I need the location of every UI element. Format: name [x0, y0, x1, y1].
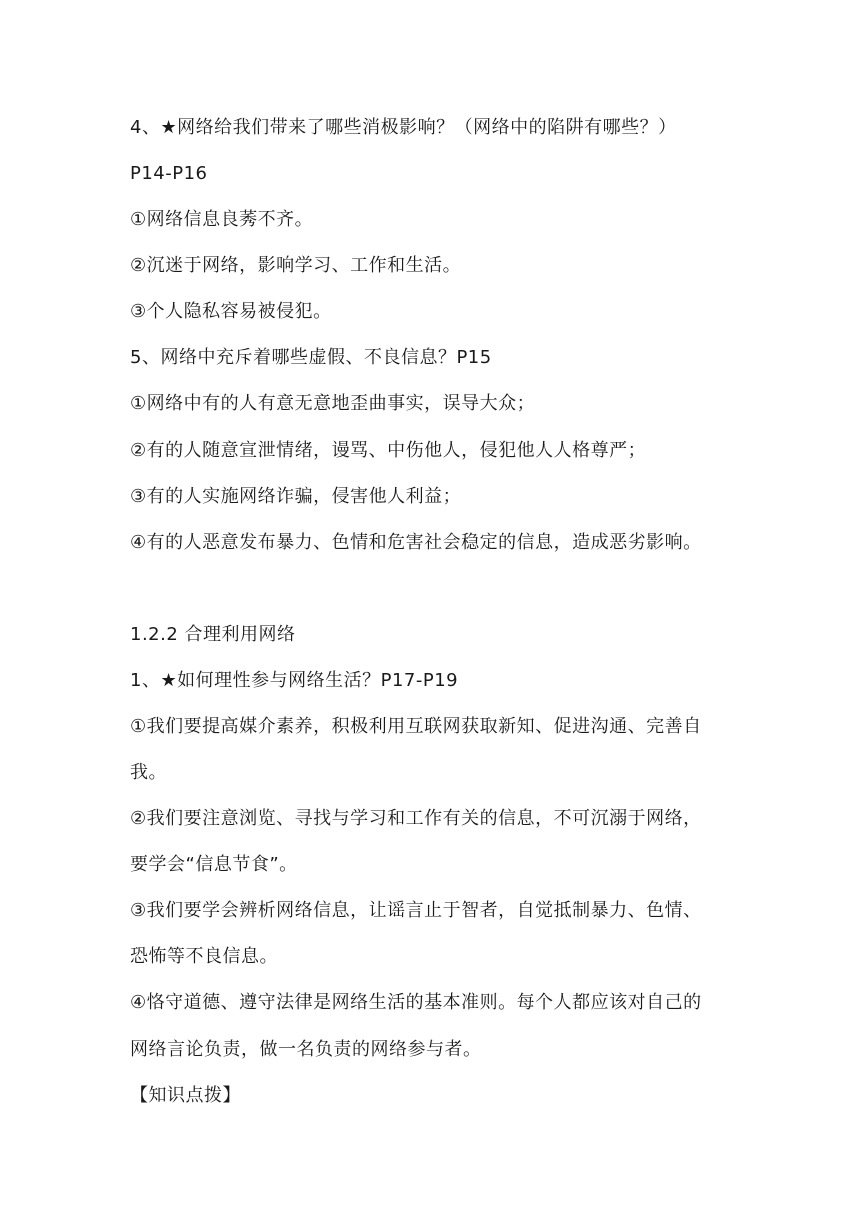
question-4-heading: 4、★网络给我们带来了哪些消极影响？（网络中的陷阱有哪些？）: [130, 117, 677, 138]
answer-1-item-3-cont: 恐怖等不良信息。: [130, 946, 278, 967]
answer-4-item-2: ②沉迷于网络，影响学习、工作和生活。: [130, 255, 462, 276]
section-heading: 1.2.2 合理利用网络: [130, 624, 296, 645]
answer-1-item-4-cont: 网络言论负责，做一名负责的网络参与者。: [130, 1039, 482, 1060]
answer-5-item-3: ③有的人实施网络诈骗，侵害他人利益；: [130, 486, 462, 507]
answer-1-item-2-cont: 要学会“信息节食”。: [130, 854, 298, 875]
answer-1-item-3: ③我们要学会辨析网络信息，让谣言止于智者，自觉抵制暴力、色情、: [130, 900, 702, 921]
answer-5-item-1: ①网络中有的人有意无意地歪曲事实，误导大众；: [130, 393, 536, 414]
answer-1-item-2: ②我们要注意浏览、寻找与学习和工作有关的信息，不可沉溺于网络，: [130, 808, 702, 829]
answer-5-item-2: ②有的人随意宣泄情绪，谩骂、中伤他人，侵犯他人人格尊严；: [130, 440, 647, 461]
answer-1-item-1: ①我们要提高媒介素养，积极利用互联网获取新知、促进沟通、完善自: [130, 716, 702, 737]
answer-1-item-1-cont: 我。: [130, 762, 167, 783]
answer-4-item-3: ③个人隐私容易被侵犯。: [130, 301, 332, 322]
knowledge-tip-heading: 【知识点拨】: [130, 1085, 241, 1106]
question-1-heading: 1、★如何理性参与网络生活？P17-P19: [130, 670, 459, 691]
question-5-heading: 5、网络中充斥着哪些虚假、不良信息？P15: [130, 347, 492, 368]
answer-5-item-4: ④有的人恶意发布暴力、色情和危害社会稳定的信息，造成恶劣影响。: [130, 532, 702, 553]
answer-1-item-4: ④恪守道德、遵守法律是网络生活的基本准则。每个人都应该对自己的: [130, 992, 702, 1013]
answer-4-item-1: ①网络信息良莠不齐。: [130, 209, 314, 230]
question-4-page-ref: P14-P16: [130, 163, 208, 184]
